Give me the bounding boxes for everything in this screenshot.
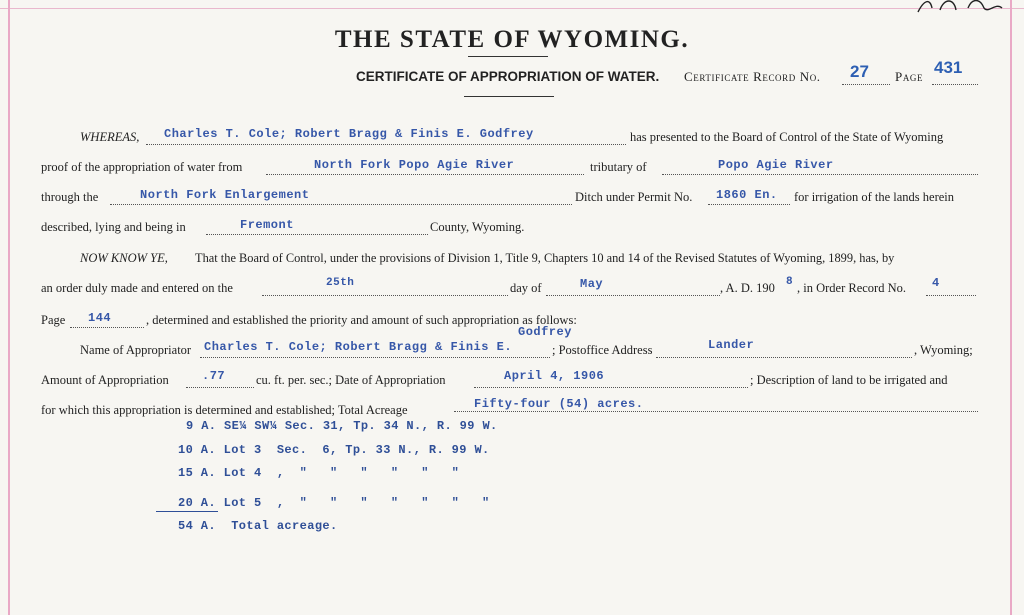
tributary-value: Popo Agie River bbox=[718, 158, 834, 172]
appropriator-label: Name of Appropriator bbox=[80, 343, 192, 357]
statute-text: That the Board of Control, under the provisions of Division 1, Title 9, Chapters 10 and 14 of the Revised Statutes of Wyoming, 1899, has, by bbox=[195, 251, 895, 265]
appropriators-value: Charles T. Cole; Robert Bragg & Finis E. Godfrey bbox=[164, 127, 534, 141]
permit-text: Ditch under Permit No. bbox=[575, 190, 693, 204]
total-acreage-value: Fifty-four (54) acres. bbox=[474, 397, 644, 411]
determined-text: , determined and established the priority and amount of such appropriation as follows: bbox=[146, 313, 577, 327]
amount-field bbox=[186, 387, 254, 388]
amount-value: .77 bbox=[202, 369, 226, 383]
county-value: Fremont bbox=[240, 218, 294, 232]
land-line-4: 20 A. Lot 5 , " " " " " " " bbox=[178, 496, 490, 510]
day-field bbox=[262, 295, 508, 296]
ditch-field bbox=[110, 204, 572, 205]
appropriator-name-continuation: Godfrey bbox=[518, 325, 572, 339]
top-margin-rule bbox=[0, 8, 1024, 9]
page-text: Page bbox=[41, 313, 66, 327]
appropriator-name-value: Charles T. Cole; Robert Bragg & Finis E. bbox=[204, 340, 513, 354]
county-text: County, Wyoming. bbox=[430, 220, 525, 234]
month-value: May bbox=[580, 277, 604, 291]
described-text: described, lying and being in bbox=[41, 220, 186, 234]
source-field bbox=[266, 174, 584, 175]
land-line-3: 15 A. Lot 4 , " " " " " " bbox=[178, 466, 460, 480]
tributary-text: tributary of bbox=[590, 160, 647, 174]
appropriators-field bbox=[146, 144, 626, 145]
title-underline bbox=[468, 56, 548, 57]
postoffice-value: Lander bbox=[708, 338, 755, 352]
appropriator-name-field bbox=[200, 357, 550, 358]
description-label: ; Description of land to be irrigated and bbox=[750, 373, 948, 387]
now-know-ye-label: NOW KNOW YE, bbox=[80, 251, 168, 265]
order-page-field bbox=[70, 327, 144, 328]
land-line-total: 54 A. Total acreage. bbox=[178, 519, 338, 533]
order-text: an order duly made and entered on the bbox=[41, 281, 233, 295]
page-field bbox=[932, 84, 978, 85]
day-value: 25th bbox=[326, 277, 355, 289]
proof-text: proof of the appropriation of water from bbox=[41, 160, 243, 174]
amount-label: Amount of Appropriation bbox=[41, 373, 169, 387]
day-of-text: day of bbox=[510, 281, 542, 295]
amount-unit-text: cu. ft. per. sec.; Date of Appropriation bbox=[256, 373, 446, 387]
permit-field bbox=[708, 204, 790, 205]
irrigation-text: for irrigation of the lands herein bbox=[794, 190, 955, 204]
certificate-record-field bbox=[842, 84, 890, 85]
order-page-value: 144 bbox=[88, 311, 112, 325]
handwritten-mark bbox=[910, 0, 1020, 18]
left-margin-rule bbox=[8, 0, 10, 615]
year-digit-value: 8 bbox=[786, 276, 794, 288]
header-divider bbox=[464, 96, 554, 97]
county-field bbox=[206, 234, 428, 235]
permit-number-value: 1860 En. bbox=[716, 188, 778, 202]
water-source-value: North Fork Popo Agie River bbox=[314, 158, 515, 172]
month-field bbox=[546, 295, 720, 296]
order-record-field bbox=[926, 295, 976, 296]
ad-text: , A. D. 190 bbox=[720, 281, 775, 295]
acreage-label: for which this appropriation is determined and established; Total Acreage bbox=[41, 403, 408, 417]
postoffice-label: ; Postoffice Address bbox=[552, 343, 653, 357]
through-text: through the bbox=[41, 190, 99, 204]
certificate-record-number: 27 bbox=[850, 62, 869, 81]
date-field bbox=[474, 387, 748, 388]
acreage-field bbox=[454, 411, 978, 412]
right-margin-rule bbox=[1010, 0, 1012, 615]
order-record-text: , in Order Record No. bbox=[797, 281, 906, 295]
whereas-label: WHEREAS, bbox=[80, 130, 140, 144]
certificate-subtitle: CERTIFICATE OF APPROPRIATION OF WATER. bbox=[356, 69, 660, 84]
acreage-sum-rule bbox=[156, 511, 218, 512]
land-line-1: 9 A. SE¼ SW¼ Sec. 31, Tp. 34 N., R. 99 W. bbox=[186, 419, 498, 433]
certificate-record-label: Certificate Record No. bbox=[684, 69, 821, 84]
land-line-2: 10 A. Lot 3 Sec. 6, Tp. 33 N., R. 99 W. bbox=[178, 443, 490, 457]
page-number: 431 bbox=[934, 58, 963, 77]
page-label: Page bbox=[895, 69, 924, 84]
order-record-value: 4 bbox=[932, 276, 940, 290]
appropriation-date-value: April 4, 1906 bbox=[504, 369, 605, 383]
state-text: , Wyoming; bbox=[914, 343, 973, 357]
ditch-value: North Fork Enlargement bbox=[140, 188, 310, 202]
tributary-field bbox=[662, 174, 978, 175]
presented-text: has presented to the Board of Control of the State of Wyoming bbox=[630, 130, 944, 144]
postoffice-field bbox=[656, 357, 912, 358]
document-title: THE STATE OF WYOMING. bbox=[334, 26, 690, 53]
